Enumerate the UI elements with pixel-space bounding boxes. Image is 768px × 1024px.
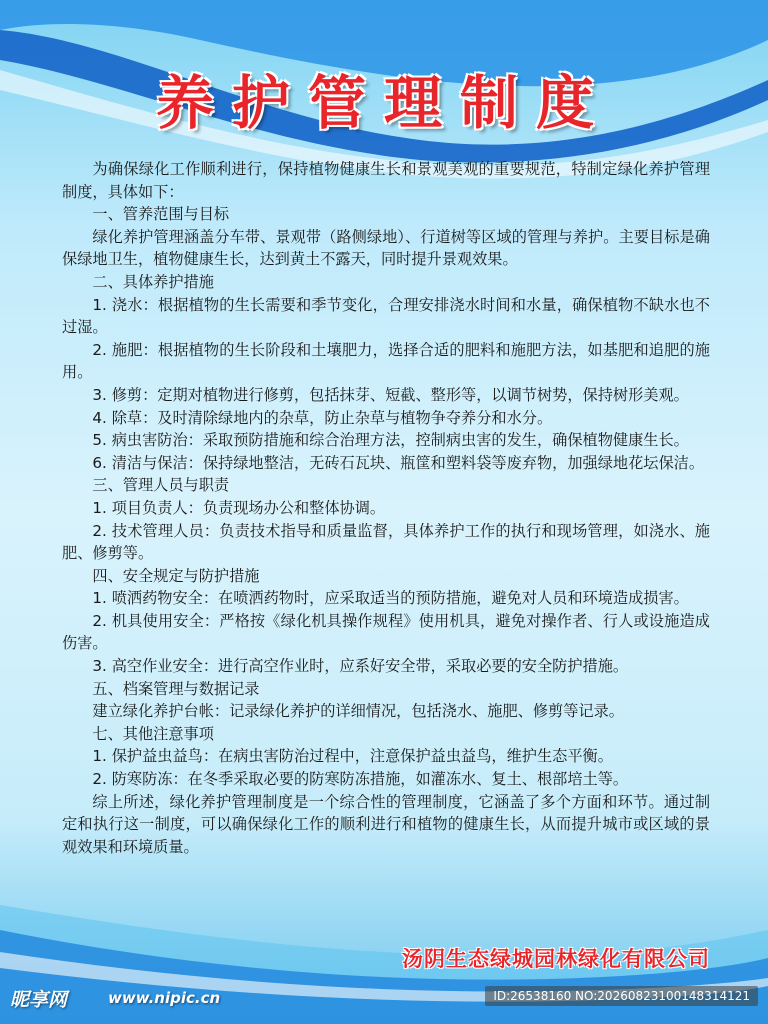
regulation-body xyxy=(62,158,710,858)
section-heading: 一、管养范围与目标 xyxy=(92,205,230,224)
list-item: 5. 病虫害防治：采取预防措施和综合治理方法，控制病虫害的发生，确保植物健康生长。 xyxy=(92,431,689,450)
paragraph: 综上所述，绿化养护管理制度是一个综合性的管理制度，它涵盖了多个方面和环节。通过制定和执行这一制度，可以确保绿化工作的顺利进行和植物的健康生长，从而提升城市或区域的景观效果和环境质量。 xyxy=(62,792,710,856)
list-item: 1. 项目负责人：负责现场办公和整体协调。 xyxy=(92,498,386,517)
watermark-url: www.nipic.cn xyxy=(108,989,221,1007)
paragraph: 为确保绿化工作顺利进行，保持植物健康生长和景观美观的重要规范，特制定绿化养护管理制度，具体如下： xyxy=(62,160,710,201)
section-heading: 七、其他注意事项 xyxy=(92,724,214,743)
section-heading: 五、档案管理与数据记录 xyxy=(92,679,260,698)
paragraph: 建立绿化养护台帐：记录绿化养护的详细情况，包括浇水、施肥、修剪等记录。 xyxy=(92,702,624,721)
watermark-logo: 昵享网 xyxy=(10,989,68,1011)
list-item: 2. 施肥：根据植物的生长阶段和土壤肥力，选择合适的肥料和施肥方法，如基肥和追肥的施用。 xyxy=(62,340,710,382)
list-item: 3. 高空作业安全：进行高空作业时，应系好安全带，采取必要的安全防护措施。 xyxy=(92,657,629,676)
list-item: 4. 除草：及时清除绿地内的杂草，防止杂草与植物争夺养分和水分。 xyxy=(92,408,553,427)
list-item: 2. 机具使用安全：严格按《绿化机具操作规程》使用机具，避免对操作者、行人或设施造成伤害。 xyxy=(62,611,710,653)
list-item: 3. 修剪：定期对植物进行修剪，包括抹芽、短截、整形等，以调节树势，保持树形美观。 xyxy=(92,385,689,404)
page-title: 养护管理制度 xyxy=(155,69,612,137)
company-name: 汤阴生态绿城园林绿化有限公司 xyxy=(402,947,710,971)
list-item: 1. 保护益虫益鸟：在病虫害防治过程中，注意保护益虫益鸟，维护生态平衡。 xyxy=(92,747,613,766)
list-item: 1. 浇水：根据植物的生长需要和季节变化，合理安排浇水时间和水量，确保植物不缺水也不过湿。 xyxy=(62,295,710,337)
watermark-id: ID:26538160 NO:20260823100148314121 xyxy=(485,986,758,1006)
list-item: 1. 喷洒药物安全：在喷洒药物时，应采取适当的预防措施，避免对人员和环境造成损害。 xyxy=(92,589,689,608)
list-item: 6. 清洁与保洁：保持绿地整洁，无砖石瓦块、瓶筐和塑料袋等废弃物，加强绿地花坛保洁。 xyxy=(92,453,705,472)
list-item: 2. 技术管理人员：负责技术指导和质量监督，具体养护工作的执行和现场管理，如浇水、施肥、修剪等。 xyxy=(62,521,710,563)
list-item: 2. 防寒防冻：在冬季采取必要的防寒防冻措施，如灌冻水、复土、根部培土等。 xyxy=(92,770,629,789)
section-heading: 二、具体养护措施 xyxy=(92,272,214,291)
paragraph: 绿化养护管理涵盖分车带、景观带（路侧绿地）、行道树等区域的管理与养护。主要目标是确保绿地卫生，植物健康生长，达到黄土不露天，同时提升景观效果。 xyxy=(62,227,710,269)
section-heading: 三、管理人员与职责 xyxy=(92,476,230,495)
section-heading: 四、安全规定与防护措施 xyxy=(92,566,260,585)
